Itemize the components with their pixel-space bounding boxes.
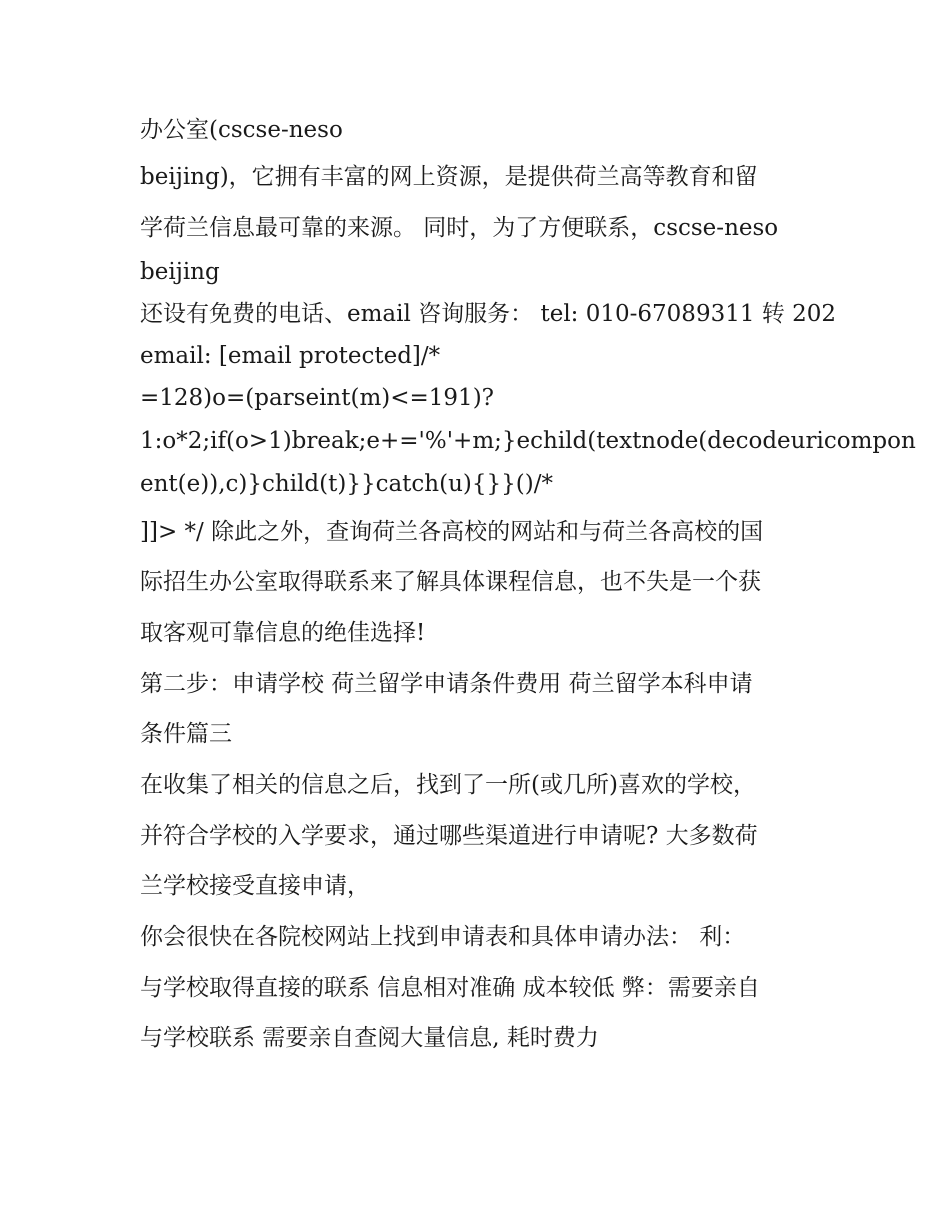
text-line: beijing	[140, 259, 220, 285]
text-line: 在收集了相关的信息之后，找到了一所(或几所)喜欢的学校，	[140, 772, 756, 798]
text-line: 际招生办公室取得联系来了解具体课程信息，也不失是一个获	[140, 569, 761, 595]
text-line: 第二步：申请学校 荷兰留学申请条件费用 荷兰留学本科申请	[140, 671, 753, 697]
text-line: ent(e)),c)}child(t)}}catch(u){}}()/*	[140, 471, 553, 497]
text-line: 并符合学校的入学要求，通过哪些渠道进行申请呢? 大多数荷	[140, 823, 758, 849]
text-line: 兰学校接受直接申请，	[140, 873, 370, 899]
text-line: 与学校取得直接的联系 信息相对准确 成本较低 弊：需要亲自	[140, 975, 760, 1001]
text-line: email: [email protected]/*	[140, 343, 441, 369]
text-line: 办公室(cscse-neso	[140, 117, 343, 143]
text-line: ]]> */ 除此之外，查询荷兰各高校的网站和与荷兰各高校的国	[140, 519, 764, 545]
text-line: 取客观可靠信息的绝佳选择!	[140, 620, 426, 646]
text-line: =128)o=(parseint(m)<=191)?	[140, 385, 494, 411]
text-line: 条件篇三	[140, 721, 232, 747]
text-line: 还设有免费的电话、email 咨询服务： tel: 010-67089311 转 202	[140, 301, 836, 327]
text-line: 学荷兰信息最可靠的来源。 同时，为了方便联系，cscse-neso	[140, 215, 779, 241]
text-line: 你会很快在各院校网站上找到申请表和具体申请办法： 利：	[140, 924, 746, 950]
text-line: 1:o*2;if(o>1)break;e+='%'+m;}echild(textnode(decodeuricompon	[140, 428, 916, 454]
text-line: beijing)，它拥有丰富的网上资源，是提供荷兰高等教育和留	[140, 164, 758, 190]
text-line: 与学校联系 需要亲自查阅大量信息, 耗时费力	[140, 1025, 599, 1051]
body-text	[140, 108, 916, 1064]
